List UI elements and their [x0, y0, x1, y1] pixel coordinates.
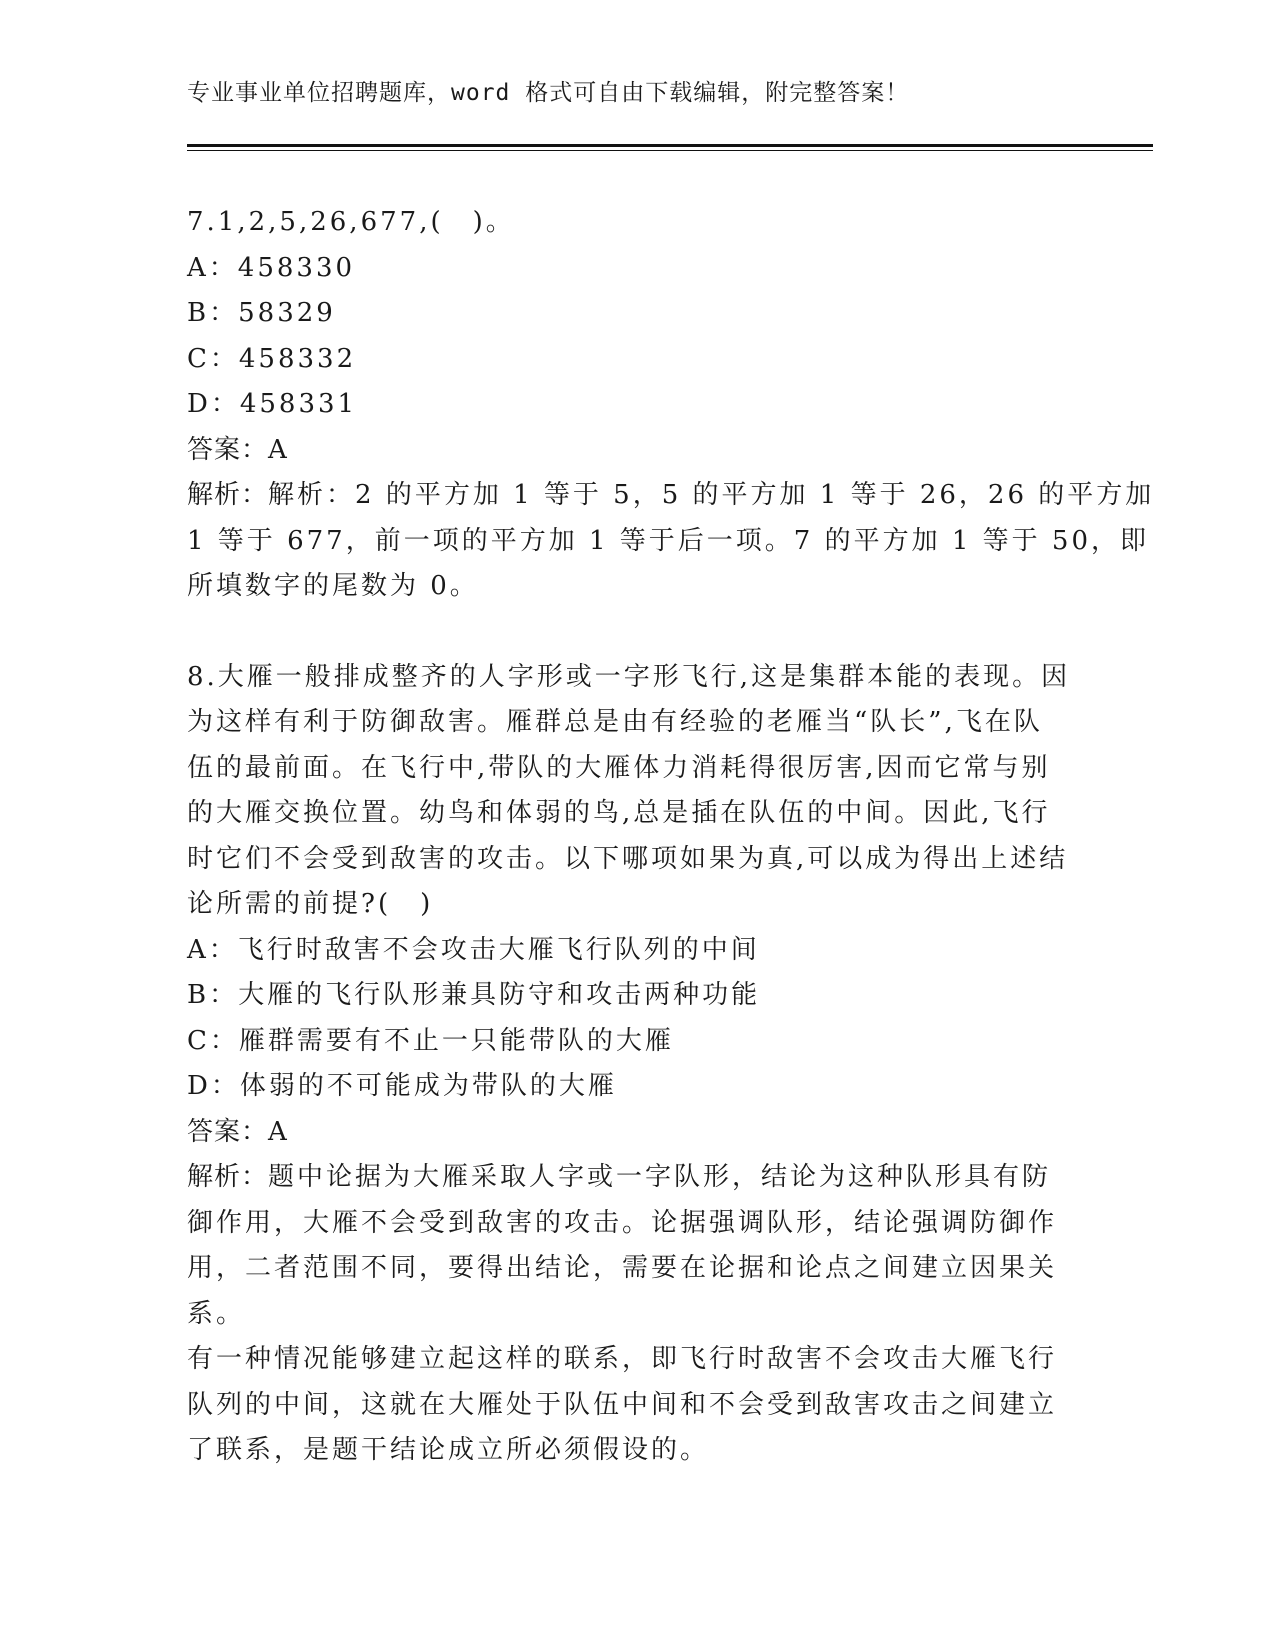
answer-value: A	[268, 434, 290, 465]
answer-value: A	[268, 1116, 290, 1147]
question-7	[187, 200, 1155, 610]
document-body	[187, 200, 1155, 1474]
option-d: D：458331	[187, 389, 358, 419]
analysis-text: 题中论据为大雁采取人字或一字队形，结论为这种队形具有防	[268, 1162, 1052, 1192]
option-a: A：飞行时敌害不会攻击大雁飞行队列的中间	[187, 934, 760, 965]
question-stem: 论所需的前提?( )	[187, 889, 434, 919]
question-stem: 时它们不会受到敌害的攻击。以下哪项如果为真,可以成为得出上述结	[187, 843, 1069, 874]
header-rule-thin	[187, 150, 1153, 151]
analysis-line	[187, 473, 1155, 519]
page-header: 专业事业单位招聘题库，word 格式可自由下载编辑，附完整答案！	[187, 80, 910, 106]
option-a: A：458330	[187, 252, 356, 283]
header-rule-thick	[187, 144, 1153, 147]
analysis-line: 用，二者范围不同，要得出结论，需要在论据和论点之间建立因果关	[187, 1253, 1058, 1283]
question-stem: 伍的最前面。在飞行中,带队的大雁体力消耗得很厉害,因而它常与别	[187, 752, 1051, 783]
answer-line	[187, 428, 1077, 474]
question-stem: 的大雁交换位置。幼鸟和体弱的鸟,总是插在队伍的中间。因此,飞行	[187, 798, 1051, 828]
analysis-line	[187, 1155, 1077, 1201]
analysis-label: 解析：	[187, 1162, 269, 1192]
analysis-line: 有一种情况能够建立起这样的联系，即飞行时敌害不会攻击大雁飞行	[187, 1344, 1058, 1374]
option-b: B：大雁的飞行队形兼具防守和攻击两种功能	[187, 980, 761, 1010]
question-stem: 7.1,2,5,26,677,( )。	[187, 207, 515, 237]
option-c: C：458332	[187, 343, 357, 374]
analysis-line: 系。	[187, 1298, 246, 1329]
option-b: B：58329	[187, 298, 336, 328]
answer-line	[187, 1110, 1077, 1156]
analysis-line: 1 等于 677，前一项的平方加 1 等于后一项。7 的平方加 1 等于 50，即	[187, 525, 1149, 556]
option-c: C：雁群需要有不止一只能带队的大雁	[187, 1025, 674, 1056]
analysis-line: 所填数字的尾数为 0。	[187, 571, 479, 601]
question-spacer	[187, 610, 1077, 655]
analysis-line: 队列的中间，这就在大雁处于队伍中间和不会受到敌害攻击之间建立	[187, 1389, 1058, 1420]
answer-label: 答案：	[187, 434, 269, 465]
analysis-line: 了联系，是题干结论成立所必须假设的。	[187, 1435, 710, 1465]
question-stem: 8.大雁一般排成整齐的人字形或一字形飞行,这是集群本能的表现。因	[187, 661, 1071, 692]
option-d: D：体弱的不可能成为带队的大雁	[187, 1071, 617, 1101]
analysis-label: 解析：	[187, 480, 269, 510]
answer-label: 答案：	[187, 1116, 269, 1147]
question-stem: 为这样有利于防御敌害。雁群总是由有经验的老雁当“队长”,飞在队	[187, 707, 1043, 737]
analysis-line: 御作用，大雁不会受到敌害的攻击。论据强调队形，结论强调防御作	[187, 1207, 1058, 1238]
analysis-text: 解析：2 的平方加 1 等于 5，5 的平方加 1 等于 26，26 的平方加	[268, 480, 1155, 510]
question-8	[187, 655, 1077, 1474]
